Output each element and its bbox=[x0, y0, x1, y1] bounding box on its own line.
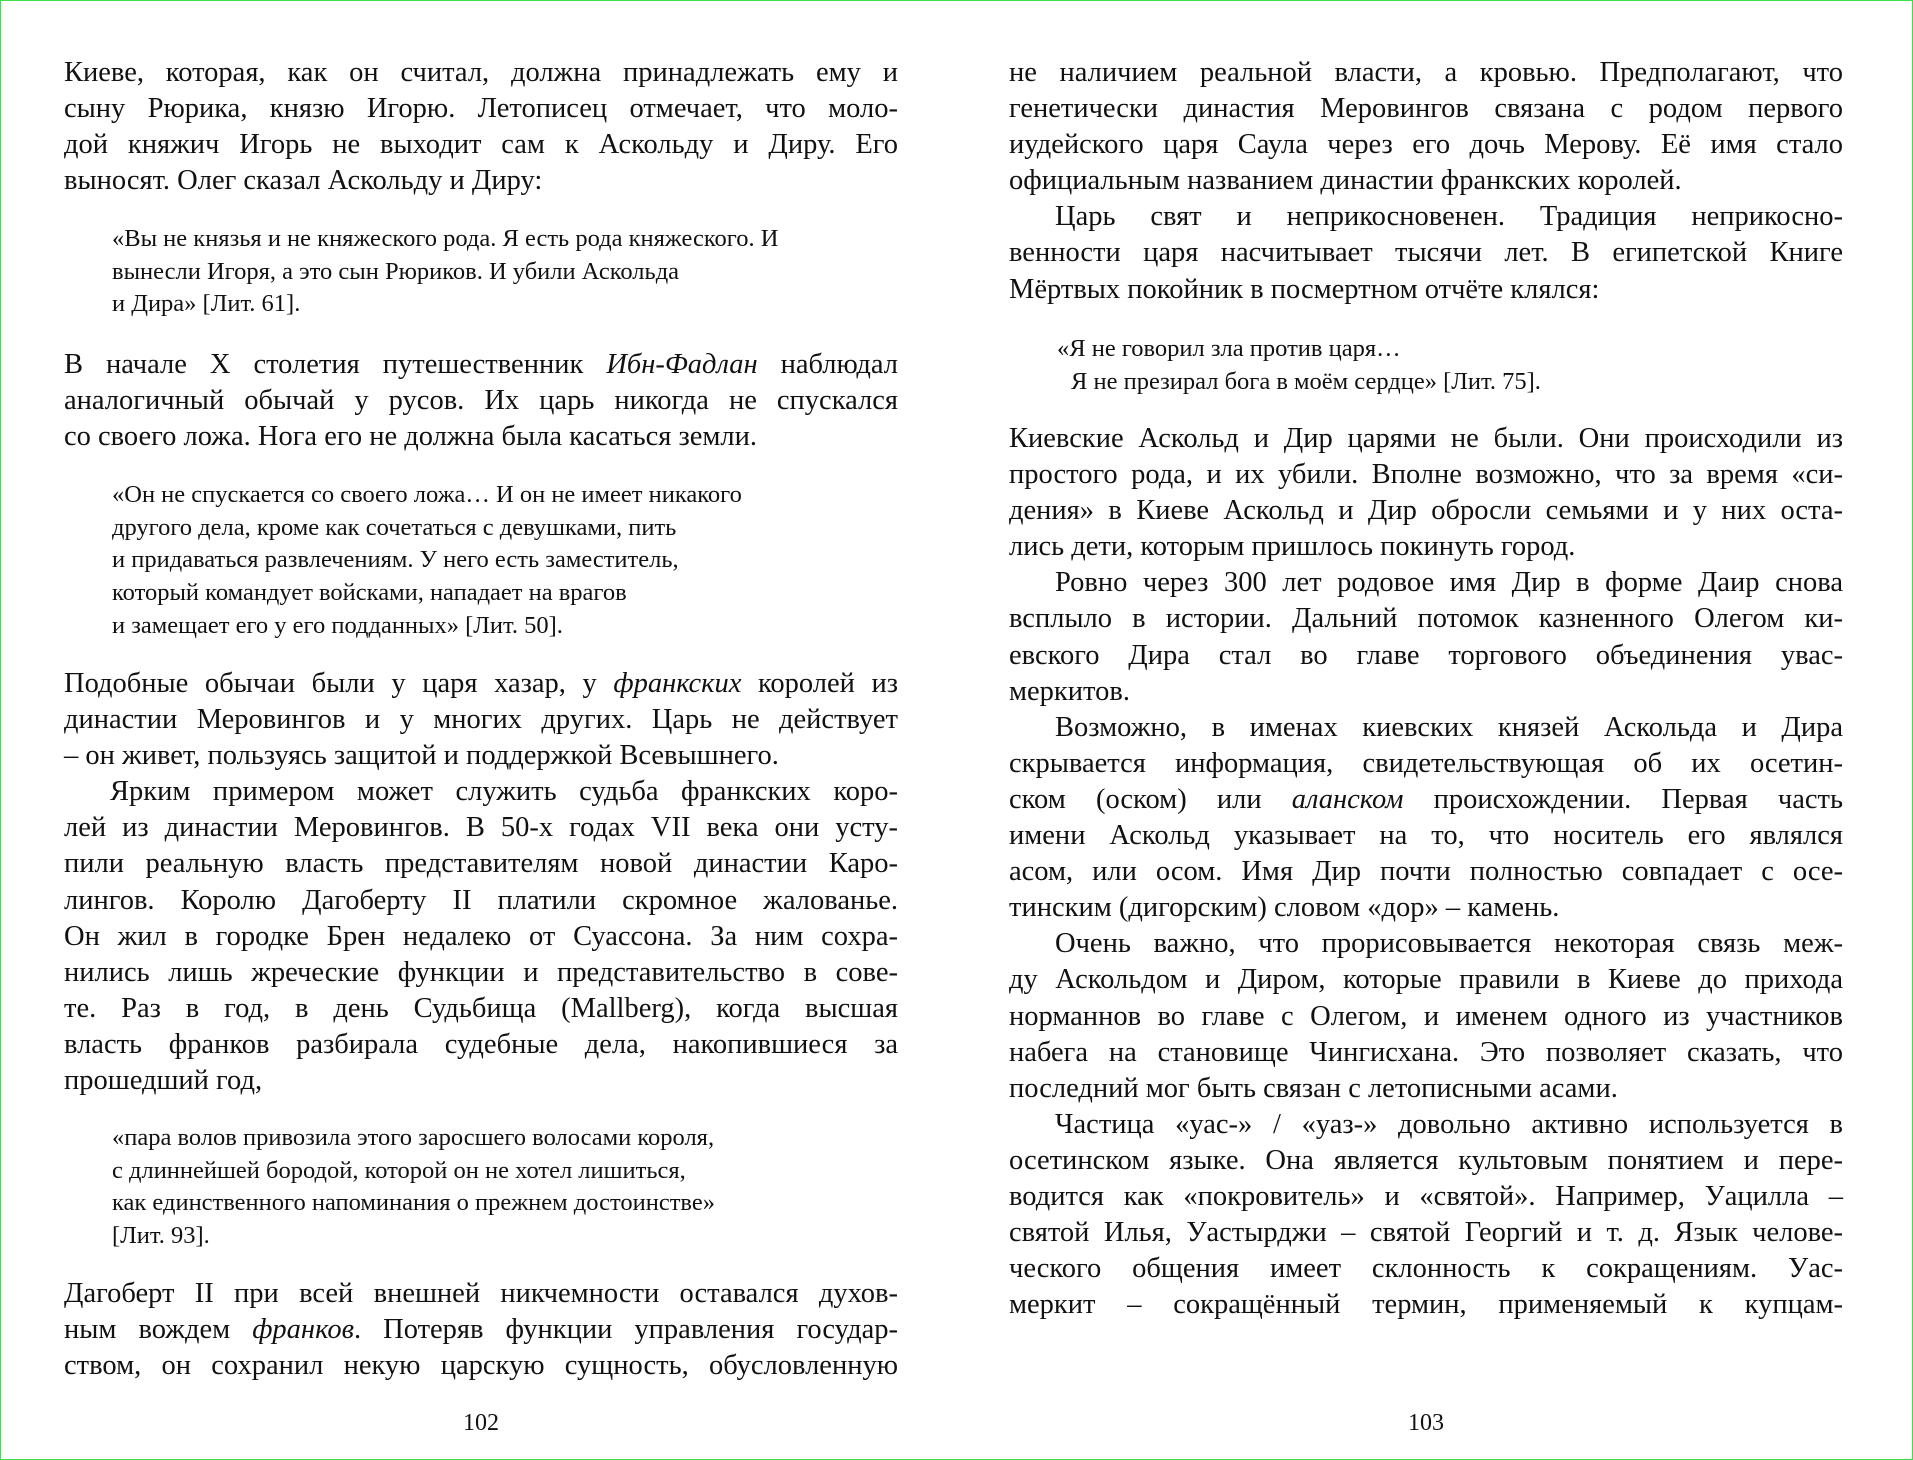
text-line: Частица «уас-» / «уаз-» довольно активно используется в bbox=[1055, 1108, 1843, 1140]
paragraph bbox=[1009, 565, 1843, 709]
text-line: не наличием реальной власти, а кровью. Предполагают, что bbox=[1009, 57, 1843, 88]
quote-block bbox=[64, 1122, 946, 1253]
text-run: В начале X столетия путешественник bbox=[64, 349, 607, 380]
text-line: Он жил в городке Брен недалеко от Суассона. За ним сохра- bbox=[64, 920, 898, 952]
text-line: Царь свят и неприкосновенен. Традиция неприкосно- bbox=[1055, 201, 1843, 233]
paragraph bbox=[1009, 421, 1843, 565]
text-line: дения» в Киеве Аскольд и Дир обросли семьями и у них оста- bbox=[1009, 495, 1843, 527]
text-block bbox=[1009, 421, 1843, 1323]
text-line bbox=[64, 1312, 898, 1348]
quote-line: «Я не говорил зла против царя… bbox=[1057, 335, 1401, 362]
text-line: те. Раз в год, в день Судьбища (Mallberg), когда высшая bbox=[64, 992, 898, 1024]
text-line: Очень важно, что прорисовывается некоторая связь меж- bbox=[1055, 928, 1843, 960]
quote-block bbox=[64, 223, 946, 321]
text-line: ду Аскольдом и Диром, которые правили в Киеве до прихода bbox=[1009, 964, 1843, 996]
text-line: простого рода, и их убили. Вполне возможно, что за время «си- bbox=[1009, 459, 1843, 491]
paragraph bbox=[1009, 199, 1843, 307]
text-line: имени Аскольд указывает на то, что носитель его являлся bbox=[1009, 820, 1843, 852]
text-line: осетинском языке. Она является культовым понятием и пере- bbox=[1009, 1144, 1843, 1176]
text-line: венности царя насчитывает тысячи лет. В египетской Книге bbox=[1009, 237, 1843, 269]
text-line: иудейского царя Саула через его дочь Мерову. Её имя стало bbox=[1009, 129, 1843, 161]
text-line: всплыло в истории. Дальний потомок казненного Олегом ки- bbox=[1009, 603, 1843, 635]
text-line bbox=[64, 347, 898, 383]
text-run: Подобные обычаи были у царя хазар, у bbox=[64, 668, 614, 699]
quote-line: «Он не спускается со своего ложа… И он не имеет никакого bbox=[112, 481, 742, 508]
text-block bbox=[1009, 55, 1843, 308]
text-line: официальным названием династии франкских королей. bbox=[1009, 165, 1682, 197]
text-line: власть франков разбирала судебные дела, накопившиеся за bbox=[64, 1028, 898, 1060]
quote-line: который командует войсками, нападает на врагов bbox=[112, 579, 627, 607]
quote-line: «Вы не князья и не княжеского рода. Я есть рода княжеского. И bbox=[112, 225, 779, 252]
text-block bbox=[64, 347, 898, 455]
quote-line: «пара волов привозила этого заросшего волосами короля, bbox=[112, 1124, 715, 1151]
text-line: пили реальную власть представителям новой династии Каро- bbox=[64, 848, 898, 880]
text-line: выносят. Олег сказал Аскольду и Диру: bbox=[64, 165, 543, 197]
quote-line: и придаваться развлечениям. У него есть заместитель, bbox=[112, 546, 679, 574]
text-line: водится как «покровитель» и «святой». Например, Уацилла – bbox=[1009, 1180, 1843, 1212]
text-line: Киевские Аскольд и Дир царями не были. Они происходили из bbox=[1009, 423, 1843, 454]
quote-line: и замещает его у его подданных» [Лит. 50]. bbox=[112, 611, 563, 639]
text-line: ческого общения имеет склонность к сокращениям. Уас- bbox=[1009, 1253, 1843, 1285]
text-line: аналогичный обычай у русов. Их царь никогда не спускался bbox=[64, 385, 898, 417]
text-run: происхождении. Первая часть bbox=[1403, 783, 1843, 815]
text-line: сыну Рюрика, князю Игорю. Летописец отмечает, что моло- bbox=[64, 93, 898, 125]
text-line: со своего ложа. Нога его не должна была касаться земли. bbox=[64, 421, 758, 453]
text-line: нились лишь жреческие функции и представительство в сове- bbox=[64, 956, 898, 988]
italic-text: франков bbox=[252, 1314, 354, 1346]
text-line: меркитов. bbox=[1009, 675, 1130, 707]
text-line: Киеве, которая, как он считал, должна принадлежать ему и bbox=[64, 57, 898, 88]
paragraph bbox=[64, 666, 898, 774]
text-line bbox=[1009, 782, 1843, 818]
paragraph bbox=[64, 1276, 898, 1384]
quote-line: с длиннейшей бородой, которой он не хотел лишиться, bbox=[112, 1156, 686, 1184]
quote-line: [Лит. 93]. bbox=[112, 1222, 210, 1250]
text-line: Возможно, в именах киевских князей Аскольда и Дира bbox=[1055, 711, 1843, 743]
text-line: набега на становище Чингисхана. Это позволяет сказать, что bbox=[1009, 1036, 1843, 1068]
paragraph bbox=[64, 347, 898, 455]
text-line: святой Илья, Уастырджи – святой Георгий и т. д. Язык челове- bbox=[1009, 1217, 1843, 1249]
text-block bbox=[64, 1276, 898, 1384]
italic-text: франкских bbox=[613, 668, 742, 699]
text-run: . Потеряв функции управления государ- bbox=[353, 1314, 898, 1346]
text-line: тинским (дигорским) словом «дор» – камень. bbox=[1009, 892, 1560, 924]
right-page bbox=[1009, 0, 1843, 1460]
text-line: Дагоберт II при всей внешней никчемности оставался духов- bbox=[64, 1278, 898, 1309]
text-line: норманнов во главе с Олегом, и именем одного из участников bbox=[1009, 1000, 1843, 1032]
quote-line: как единственного напоминания о прежнем достоинстве» bbox=[112, 1189, 715, 1217]
text-line: Мёртвых покойник в посмертном отчёте клялся: bbox=[1009, 273, 1600, 305]
text-line: ством, он сохранил некую царскую сущность, обусловленную bbox=[64, 1350, 898, 1382]
text-run: королей из bbox=[741, 668, 898, 699]
text-line: меркит – сокращённый термин, применяемый к купцам- bbox=[1009, 1289, 1843, 1321]
text-block bbox=[64, 55, 898, 199]
paragraph bbox=[1009, 710, 1843, 927]
text-line: дой княжич Игорь не выходит сам к Аскольду и Диру. Его bbox=[64, 129, 898, 161]
text-line: последний мог быть связан с летописными асами. bbox=[1009, 1072, 1618, 1104]
text-line: лей из династии Меровингов. В 50-х годах VII века они усту- bbox=[64, 812, 898, 844]
page-number: 102 bbox=[463, 1410, 499, 1436]
quote-line: другого дела, кроме как сочетаться с девушками, пить bbox=[112, 513, 677, 541]
left-page bbox=[64, 0, 898, 1460]
quote-block bbox=[1009, 333, 1891, 398]
paragraph bbox=[1009, 55, 1843, 199]
text-line: лись дети, которым пришлось покинуть город. bbox=[1009, 531, 1576, 563]
paragraph bbox=[64, 774, 898, 1099]
text-line: Ровно через 300 лет родовое имя Дир в форме Даир снова bbox=[1055, 567, 1843, 599]
italic-text: аланском bbox=[1291, 783, 1404, 815]
text-run: наблюдал bbox=[757, 349, 898, 380]
italic-text: Ибн-Фадлан bbox=[606, 349, 758, 380]
text-line: евского Дира стал во главе торгового объединения увас- bbox=[1009, 639, 1843, 671]
text-run: ском (оском) или bbox=[1009, 783, 1292, 815]
text-line: династии Меровингов и у многих других. Царь не действует bbox=[64, 704, 898, 736]
text-line: скрывается информация, свидетельствующая об их осетин- bbox=[1009, 747, 1843, 779]
text-line: генетически династия Меровингов связана с родом первого bbox=[1009, 93, 1843, 125]
paragraph bbox=[1009, 926, 1843, 1106]
text-line: асом, или осом. Имя Дир почти полностью совпадает с осе- bbox=[1009, 856, 1843, 888]
quote-block bbox=[64, 479, 946, 642]
paragraph bbox=[1009, 1107, 1843, 1324]
text-line bbox=[64, 666, 898, 702]
text-line: лингов. Королю Дагоберту II платили скромное жалованье. bbox=[64, 884, 898, 916]
paragraph bbox=[64, 55, 898, 199]
page-number: 103 bbox=[1408, 1410, 1444, 1436]
quote-line: Я не презирал бога в моём сердце» [Лит. 75]. bbox=[1071, 367, 1541, 395]
quote-line: и Дира» [Лит. 61]. bbox=[112, 290, 301, 318]
text-block bbox=[64, 666, 898, 1099]
text-line: прошедший год, bbox=[64, 1065, 263, 1097]
text-run: ным вождем bbox=[64, 1314, 253, 1346]
text-line: – он живет, пользуясь защитой и поддержкой Всевышнего. bbox=[64, 740, 779, 772]
quote-line: вынесли Игоря, а это сын Рюриков. И убили Аскольда bbox=[112, 257, 680, 285]
text-line: Ярким примером может служить судьба франкских коро- bbox=[110, 776, 898, 808]
